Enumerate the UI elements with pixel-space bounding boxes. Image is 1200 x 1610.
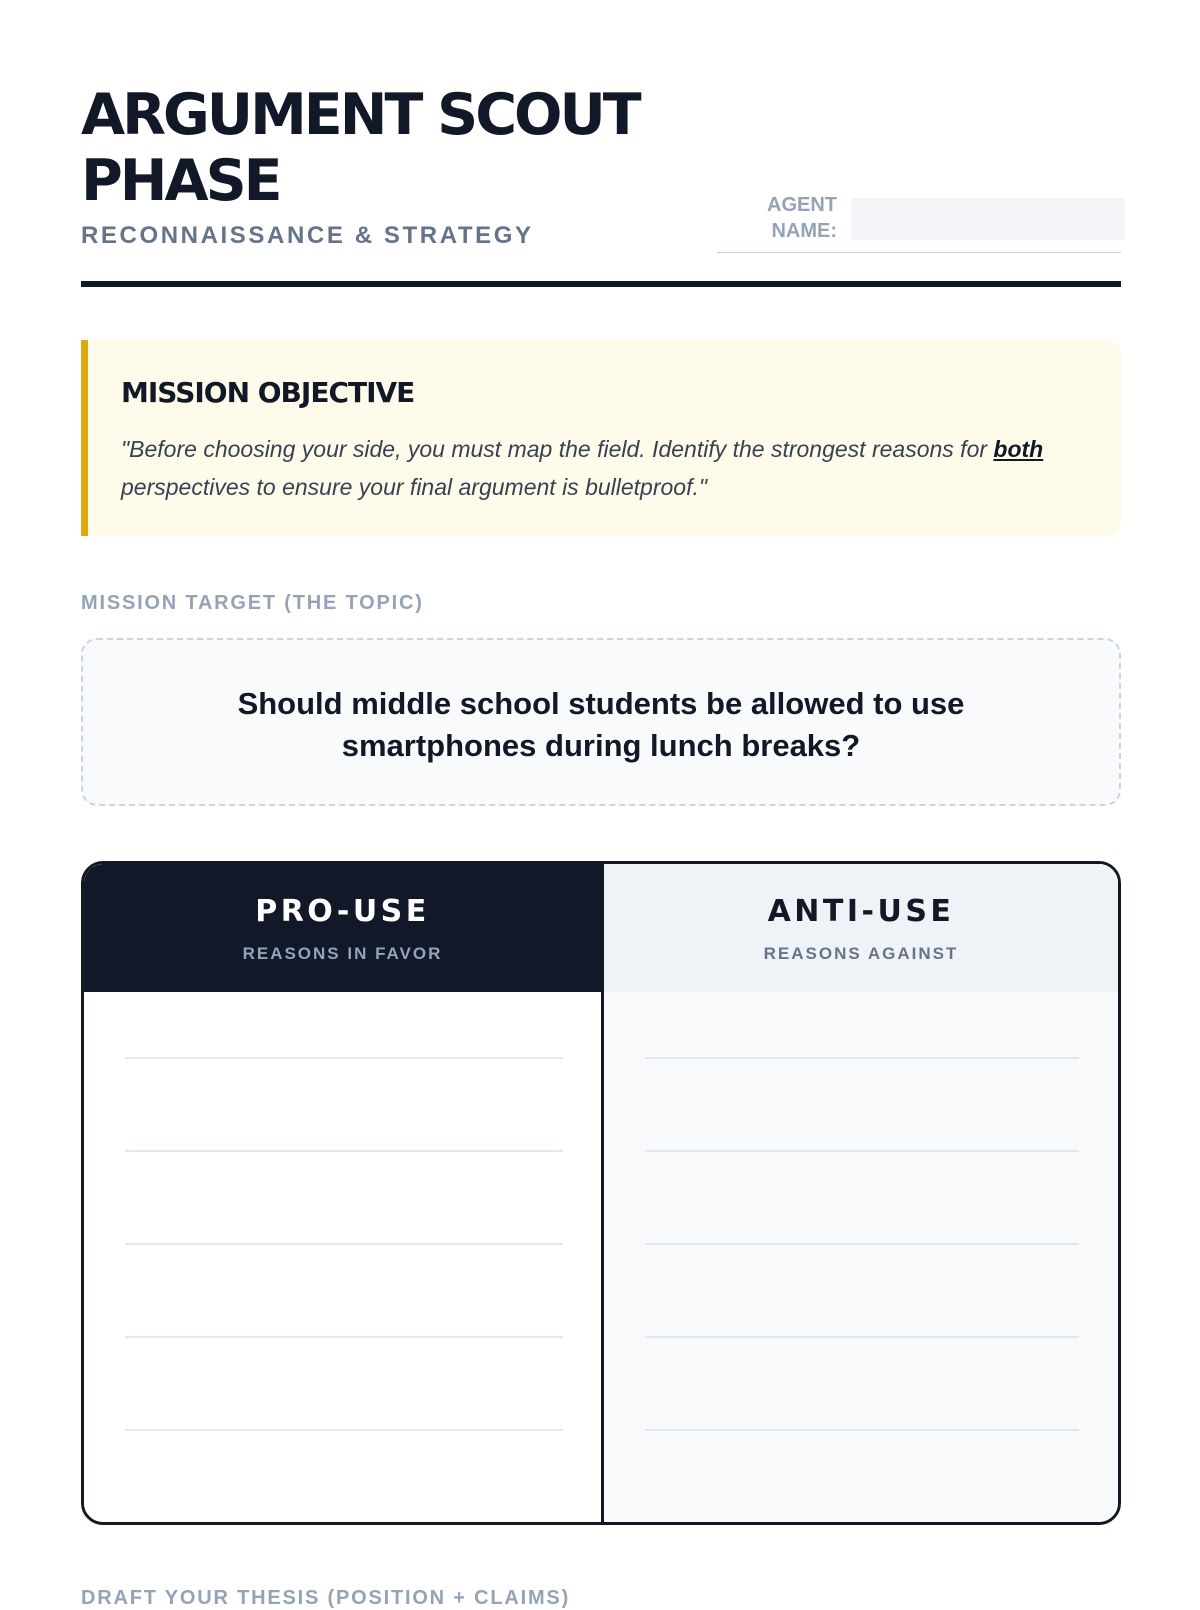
anti-answer-line[interactable]	[645, 1243, 1079, 1245]
pro-answer-line[interactable]	[125, 1150, 563, 1152]
mission-objective-callout	[81, 340, 1121, 536]
anti-answer-line[interactable]	[645, 1057, 1079, 1059]
pro-column-subtitle: REASONS IN FAVOR	[242, 944, 443, 963]
pro-column-title: PRO-USE	[255, 894, 430, 929]
anti-column-title: ANTI-USE	[767, 894, 955, 929]
worksheet-page	[81, 0, 1121, 1609]
pro-answer-line[interactable]	[125, 1243, 563, 1245]
topic-box	[81, 638, 1121, 806]
page-subtitle: RECONNAISSANCE & STRATEGY	[81, 222, 534, 249]
header-divider	[81, 281, 1121, 287]
objective-emphasis: both	[993, 436, 1044, 462]
topic-question: Should middle school students be allowed to use smartphones during lunch breaks?	[237, 686, 965, 763]
objective-title: MISSION OBJECTIVE	[121, 376, 415, 409]
objective-text	[121, 430, 1081, 506]
anti-column-subtitle: REASONS AGAINST	[763, 944, 959, 963]
pro-answer-line[interactable]	[125, 1057, 563, 1059]
anti-column	[604, 864, 1118, 1522]
pro-answer-line[interactable]	[125, 1336, 563, 1338]
pro-column-header	[84, 864, 601, 992]
anti-answer-line[interactable]	[645, 1150, 1079, 1152]
pro-anti-tchart	[81, 861, 1121, 1525]
agent-name-field	[717, 192, 1121, 253]
pro-column	[84, 864, 604, 1522]
anti-answer-line[interactable]	[645, 1336, 1079, 1338]
agent-name-input[interactable]	[851, 198, 1125, 240]
objective-text-start: "Before choosing your side, you must map the field. Identify the strongest reasons for	[121, 436, 994, 462]
anti-column-header	[604, 864, 1118, 992]
objective-text-end: perspectives to ensure your final argument is bulletproof."	[121, 474, 708, 500]
anti-answer-line[interactable]	[645, 1429, 1079, 1431]
target-label: MISSION TARGET (THE TOPIC)	[81, 592, 424, 614]
agent-name-label: AGENT NAME:	[767, 194, 837, 242]
pro-answer-line[interactable]	[125, 1429, 563, 1431]
thesis-label: DRAFT YOUR THESIS (POSITION + CLAIMS)	[81, 1587, 571, 1609]
page-title: ARGUMENT SCOUT PHASE	[81, 82, 639, 214]
